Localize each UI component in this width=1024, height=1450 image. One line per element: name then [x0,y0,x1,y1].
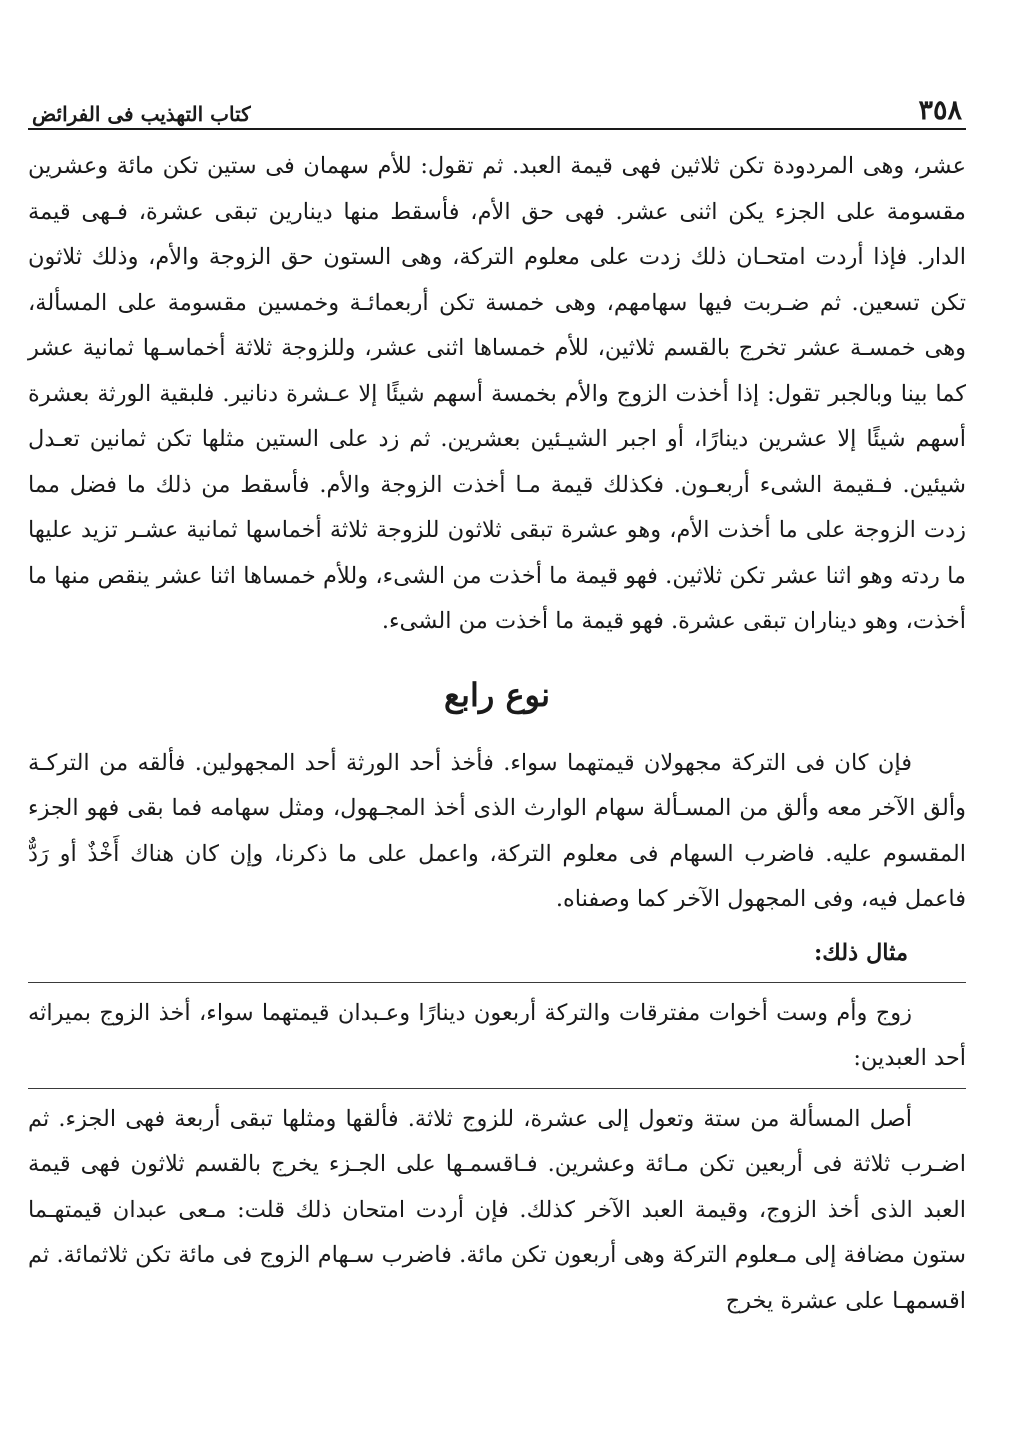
paragraph-rule: فإن كان فى التركة مجهولان قيمتهما سواء. فأخذ أحد الورثة أحد المجهولين. فألقه من التركـة وألق الآخر معه وألق من المسـألة سهام الوارث الذى أخذ المجـهول، ومثل سهامه فما بقى فهو الجزء المقسوم عليه. فاضرب السهام فى معلوم التركة، واعمل على ما ذكرنا، وإن كان هناك أَخْذٌ أو رَدٌّ فاعمل فيه، وفى المجهول الآخر كما وصفناه. [28,749,966,912]
book-title: كتاب التهذيب فى الفرائض [32,102,251,126]
paragraph-continuation: عشر، وهى المردودة تكن ثلاثين فهى قيمة العبد. ثم تقول: للأم سهمان فى ستين تكن مائة وعشرين مقسومة على الجزء يكن اثنى عشر. فهى حق الأم، فأسقط منها دينارين تبقى عشرة، فـهى قيمة الدار. فإذا أردت امتحـان ذلك زدت على معلوم التركة، وهى الستون حق الزوجة والأم، وذلك ثلاثون تكن تسعين. ثم ضـربت فيها سهامهم، وهى خمسة تكن أربعمائـة وخمسين مقسومة على المسألة، وهى خمسـة عشر تخرج بالقسم ثلاثين، للأم خمساها اثنى عشر، وللزوجة ثلاثة أخماسـها ثمانية عشر كما بينا وبالجبر تقول: إذا أخذت الزوج والأم بخمسة أسهم شيئًا إلا عـشرة دنانير. فلبقية الورثة بعشرة أسهم شيئًا إلا عشرين دينارًا، أو اجبر الشيـئين بعشرين. ثم زد على الستين مثلها تكن ثمانين تعـدل شيئين. فـقيمة الشىء أربعـون. فكذلك قيمة مـا أخذت الزوجة والأم. فأسقط من ذلك ما فضل مما زدت الزوجة على ما أخذت الأم، وهو عشرة تبقى ثلاثون للزوجة ثلاثة أخماسها ثمانية عشـر تزيد عليها ما ردته وهو اثنا عشر تكن ثلاثين. فهو قيمة ما أخذت من الشىء، وللأم خمساها اثنا عشر ينقص منها ما أخذت، وهو ديناران تبقى عشرة. فهو قيمة ما أخذت من الشىء. [28,153,966,634]
paragraph-example-statement: زوج وأم وست أخوات مفترقات والتركة أربعون دينارًا وعـبدان قيمتهما سواء، أخذ الزوج بميراثه أحد العبدين: [28,999,966,1071]
divider-rule [28,982,966,983]
divider-rule [28,1088,966,1089]
section-heading: نوع رابع [444,675,550,714]
document-page [28,88,966,1324]
paragraph-example-solution: أصل المسألة من ستة وتعول إلى عشرة، للزوج ثلاثة. فألقها ومثلها تبقى أربعة فهى الجزء. ثم اضـرب ثلاثة فى أربعين تكن مـائة وعشرين. فـاقسمـها على الجـزء يخرج بالقسم ثلاثون فهى قيمة العبد الذى أخذ الزوج، وقيمة العبد الآخر كذلك. فإن أردت امتحان ذلك قلت: مـعى عبدان قيمتهـما ستون مضافة إلى مـعلوم التركة وهى أربعون تكن مائة. فاضرب سـهام الزوج فى مائة تكن ثلاثمائة. ثم اقسمهـا على عشرة يخرج [28,1105,966,1314]
page-number: ٣٥٨ [918,95,962,126]
running-header [28,88,966,130]
example-label: مثال ذلك: [813,939,908,966]
